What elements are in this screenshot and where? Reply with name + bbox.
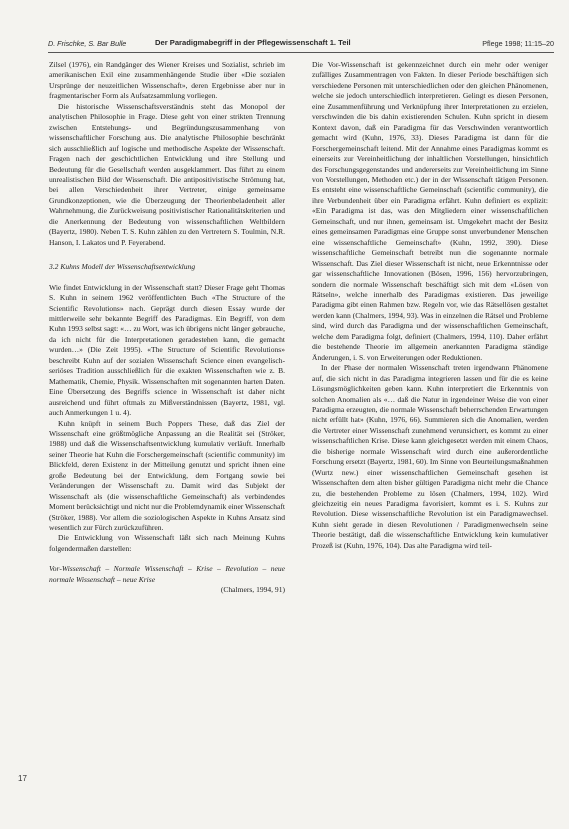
header-journal: Pflege 1998; 11:15–20 (482, 39, 554, 48)
page-number: 17 (18, 774, 27, 783)
paragraph: Wie findet Entwicklung in der Wissenschaft statt? Dieser Frage geht Thomas S. Kuhn in seinem 1962 veröffentlichten Buch «The Structure of the Scientific Revolutions» nach. Geprägt durch diesen Essay wurde der mittlerweile sehr bekannte Begriff des Paradigmas. Ein Begriff, von dem Kuhn 1993 selbst sagt: «… zu Wort, was ich übrigens nicht länger gebrauche, da ich nicht für die Interpretationen geradestehen kann, die gemacht wurden…» (Die Zeit 1995). «The Structure of Scientific Revolutions» beschreibt Kuhn auf der sozialen Wissenschaft Science einen evangelisch-seriöses Tradition ausschließlich für die exakten Wissenschaften wie z. B. Mathematik, Chemie, Physik. Wissenschaften mit sogenannten harten Daten. Eine Übersetzung des Begriffs science in Wissenschaft ist daher nicht ausreichend und führt oftmals zu Mißverständnissen (Bayertz, 1981, vgl. auch Anmerkungen 1 u. 4). (49, 282, 285, 418)
right-column (312, 60, 548, 812)
running-header (48, 38, 554, 52)
quote-source: (Chalmers, 1994, 91) (220, 585, 285, 595)
header-authors: D. Frischke, S. Bar Bulle (48, 39, 127, 48)
quote-text: Vor-Wissenschaft – Normale Wissenschaft – Krise – Revolution – neue normale Wissenschaft – neue Krise (49, 564, 285, 584)
left-column (49, 60, 285, 800)
paragraph: In der Phase der normalen Wissenschaft treten irgendwann Phänomene auf, die sich nicht in das Paradigma integrieren lassen und für die es keine Lösungsmöglichkeiten geben kann. Kuhn interpretiert die Erkenntnis von solchen Anomalien als «… daß die Natur in irgendeiner Weise die von einer Paradigma erzeugten, die normale Wissenschaft beherrschenden Erwartungen nicht erfüllt hat» (Kuhn, 1976, 66). Summieren sich die Anomalien, werden die Vertreter einer Wissenschaft zunehmend verunsichert, es kommt zu einer wissenschaftlichen Krise. Diese kann gleichgesetzt werden mit einem Chaos, die bisherige normale Wissenschaft wird durch eine außerordentliche Forschung ersetzt (Bayertz, 1981, 60). Im Sinne von Beurteilungsmaßnahmen (Wurtz new.) einer wissenschaftlichen Gemeinschaft gesehen ist Wissenschaften dem alten bisher gültigen Paradigma nicht mehr die Chance zu, die bestehenden Probleme zu lösen (Chalmers, 1994, 102). Wird gleichzeitig ein neues Paradigma favorisiert, kommt es i. S. Kuhns zur Revolution. Diese wissenschaftliche Revolution ist ein Paradigmawechsel. Kuhn sieht gerade in diesen Revolutionen / Paradigmenwechseln seine Theorie bestätigt, daß die wissenschaftliche Entwicklung kein kumulativer Prozeß ist (Kuhn, 1976, 104). Das alte Paradigma wird teil- (312, 363, 548, 550)
paragraph: Die Vor-Wissenschaft ist gekennzeichnet durch ein mehr oder weniger zufälliges Zusammentragen von Fakten. In dieser Periode beschäftigen sich verschiedene Personen mit unterschiedlichen oder den gleichen Phänomenen, welche sie jedoch unterschiedlich interpretieren. Gelingt es diesen Personen, eine Zusammenführung und Verknüpfung ihrer Interpretationen zu erzielen, verschwinden die bis dahin existierenden Schulen. Kuhn spricht in diesem Kontext davon, daß ein Paradigma für das Verschwinden verantwortlich gemacht wird (Kuhn, 1976, 33). Dieses Paradigma ist dann für die Forschergemeinschaft leitend. Mit der Annahme eines Paradigmas kommt es einerseits zur Vereinheitlichung der inhaltlichen Vorstellungen, hinsichtlich des Forschungsgegenstandes und andererseits zur Vereinheitlichung im Sinne von Vorstellungen, Methoden etc.) der in der Wissenschaft tätigen Personen. Es entsteht eine wissenschaftliche Gemeinschaft (scientific community), die ihre Verbundenheit über ein Paradigma erfährt. Kuhn definiert es explizit: «Ein Paradigma ist das, was den Mitgliedern einer wissenschaftlichen Gemeinschaft, und nur ihnen, gemeinsam ist. Umgekehrt macht der Besitz eines gemeinsamen Paradigmas eine Gruppe sonst unverbundener Menschen eine wissenschaftliche Gemeinschaft» (Kuhn, 1992, 390). Diese wissenschaftliche Gemeinschaft betreibt nun die sogenannte normale Wissenschaft. Das Ziel dieser Wissenschaft ist nicht, neue Erkenntnisse oder gar wissenschaftliche Innovationen (Bösen, 1996, 156) hervorzubringen, sondern die normale Wissenschaft beschäftigt sich mit dem «Lösen von Rätseln», welche innerhalb des Paradigmas existieren. Das jeweilige Paradigma gibt einen Rahmen bzw. Regeln vor, wie das Rätsellösen gestaltet werden kann (Chalmers, 1994, 93). Was in einzelnen die Rätsel und Probleme sind, wird durch das Paradigma und der wissenschaftlichen Gemeinschaft, welche dem Paradigma folgt, definiert (Chalmers, 1994, 110). Daher erfährt die bestehende Theorie im allgemein anerkannten Paradigma ständige Änderungen, i. S. von Erweiterungen oder Reduktionen. (312, 60, 548, 362)
paragraph: Kuhn knüpft in seinem Buch Poppers These, daß das Ziel der Wissenschaft eine größtmögliche Anpassung an die Realität sei (Ströker, 1988) und daß die Wissenschaftsentwicklung kumulativ verläuft. Innerhalb seiner Theorie hat Kuhn die Forschergemeinschaft (scientific community) im Blickfeld, deren Existenz in der Mitteilung genutzt und spricht ihnen eine große Bedeutung bei der Entwicklung, dem Fortgang sowie bei Veränderungen der Wissenschaft zu. Damit wird das Subjekt der Wissenschaft als (die wissenschaftliche Gemeinschaft) als verbindendes Moment berücksichtigt und nicht nur die Problemdynamik einer Wissenschaft (Ströker, 1988). Vor allem die soziologischen Aspekte in Kuhns Ansatz sind wesentlich zur Fürch zurückzuführen. (49, 418, 285, 533)
section-heading: 3.2 Kuhns Modell der Wissenschaftsentwicklung (49, 262, 196, 272)
header-title: Der Paradigmabegriff in der Pflegewissenschaft 1. Teil (155, 38, 351, 47)
header-rule (48, 52, 554, 53)
paragraph: Zilsel (1976), ein Randgänger des Wiener Kreises und Sozialist, schrieb im amerikanischen Exil eine zusammenhängende Studie über «Die sozialen Ursprünge der neuzeitlichen Wissenschaft», deren Ergebnisse aber nur in fragmentarischer Form als Aufsatzsammlung vorliegen. (49, 60, 285, 101)
paragraph: Die Entwicklung von Wissenschaft läßt sich nach Meinung Kuhns folgendermaßen darstellen: (49, 533, 285, 553)
paragraph: Die historische Wissenschaftsverständnis steht das Monopol der analytischen Philosophie in Frage. Diese geht von einer strikten Trennung zwischen Entstehungs- und Begründungszusammenhang von wissenschaftlicher Forschung aus. Die analytische Philosophie beschränkt sich ausschließlich auf logische und methodische Aspekte der Wissenschaft. Fragen nach der geschichtlichen Entwicklung und ihre Stellung und Bedeutung für die Gesellschaft werden ausgeklammert. Das führt zu einem unrealistischen Bild der Wissenschaft. Die antipositivistische Strömung hat, bei allen Verschiedenheit ihrer Vertreter, einige gemeinsame Grundkonzeptionen, wie die Überzeugung der Theorienbeladenheit aller Wahrnehmung, die Zurückweisung positivistischer Rationalitätskriterien und die Anerkennung der Bedeutung von wissenschaftlichen Weltbildern (Bayertz, 1980). Neben T. S. Kuhn zählen zu den Vertretern S. Toulmin, N.R. Hanson, I. Lakatos und P. Feyerabend. (49, 101, 285, 247)
block-quote (49, 564, 285, 595)
